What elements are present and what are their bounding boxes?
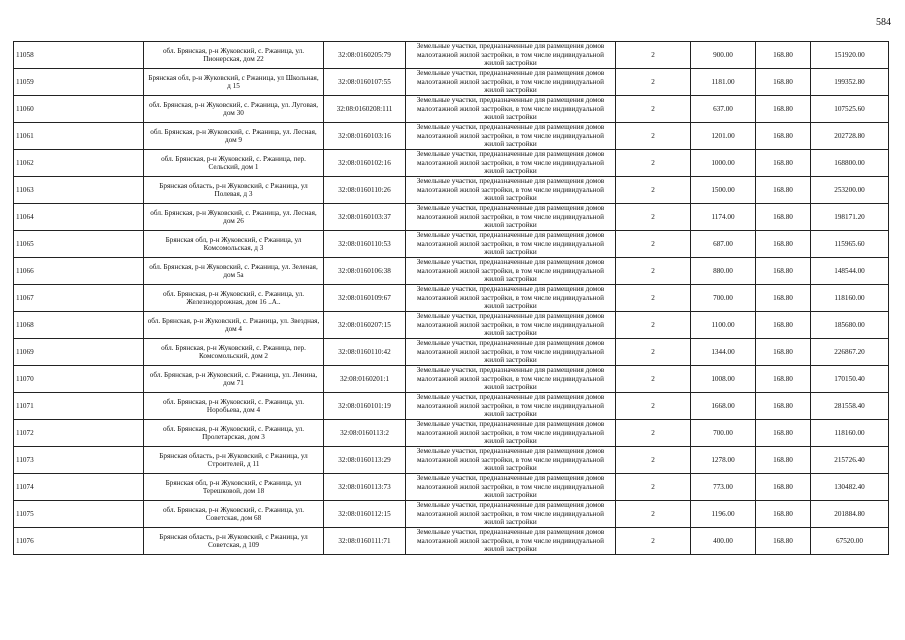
specific-value-cell: 168.80	[756, 285, 811, 312]
specific-value-cell: 168.80	[756, 69, 811, 96]
cadastral-number-cell: 32:08:0160101:19	[324, 393, 406, 420]
category-code-cell: 2	[616, 312, 691, 339]
category-code-cell: 2	[616, 447, 691, 474]
table-row	[14, 285, 889, 312]
table-body	[14, 42, 889, 555]
area-cell: 1008.00	[691, 366, 756, 393]
cadastral-value-cell: 201884.80	[811, 501, 889, 528]
table-row	[14, 447, 889, 474]
category-code-cell: 2	[616, 366, 691, 393]
row-number-cell: 11065	[14, 231, 144, 258]
land-use-cell: Земельные участки, предназначенные для размещения домов малоэтажной жилой застройки, в том числе индивидуальной жилой застройки	[406, 339, 616, 366]
address-cell: обл. Брянская, р-н Жуковский, с. Ржаница, ул. Луговая, дом 30	[144, 96, 324, 123]
cadastral-number-cell: 32:08:0160201:1	[324, 366, 406, 393]
cadastral-value-cell: 118160.00	[811, 285, 889, 312]
row-number-cell: 11075	[14, 501, 144, 528]
row-number-cell: 11058	[14, 42, 144, 69]
category-code-cell: 2	[616, 177, 691, 204]
table-row	[14, 474, 889, 501]
category-code-cell: 2	[616, 339, 691, 366]
cadastral-number-cell: 32:08:0160103:37	[324, 204, 406, 231]
row-number-cell: 11072	[14, 420, 144, 447]
address-cell: Брянская область, р-н Жуковский, с Ржаница, ул Строителей, д 11	[144, 447, 324, 474]
area-cell: 700.00	[691, 285, 756, 312]
cadastral-number-cell: 32:08:0160207:15	[324, 312, 406, 339]
row-number-cell: 11069	[14, 339, 144, 366]
category-code-cell: 2	[616, 69, 691, 96]
specific-value-cell: 168.80	[756, 177, 811, 204]
area-cell: 1344.00	[691, 339, 756, 366]
category-code-cell: 2	[616, 501, 691, 528]
specific-value-cell: 168.80	[756, 393, 811, 420]
cadastral-number-cell: 32:08:0160110:42	[324, 339, 406, 366]
land-use-cell: Земельные участки, предназначенные для размещения домов малоэтажной жилой застройки, в том числе индивидуальной жилой застройки	[406, 474, 616, 501]
category-code-cell: 2	[616, 474, 691, 501]
address-cell: Брянская обл, р-н Жуковский, с Ржаница, ул Школьная, д 15	[144, 69, 324, 96]
table-row	[14, 42, 889, 69]
cadastral-value-cell: 151920.00	[811, 42, 889, 69]
land-use-cell: Земельные участки, предназначенные для размещения домов малоэтажной жилой застройки, в том числе индивидуальной жилой застройки	[406, 258, 616, 285]
land-use-cell: Земельные участки, предназначенные для размещения домов малоэтажной жилой застройки, в том числе индивидуальной жилой застройки	[406, 69, 616, 96]
row-number-cell: 11074	[14, 474, 144, 501]
row-number-cell: 11070	[14, 366, 144, 393]
address-cell: обл. Брянская, р-н Жуковский, с. Ржаница, ул. Пролетарская, дом 3	[144, 420, 324, 447]
cadastral-number-cell: 32:08:0160107:55	[324, 69, 406, 96]
land-use-cell: Земельные участки, предназначенные для размещения домов малоэтажной жилой застройки, в том числе индивидуальной жилой застройки	[406, 96, 616, 123]
address-cell: обл. Брянская, р-н Жуковский, с. Ржаница, ул. Железнодорожная, дом 16 ..А..	[144, 285, 324, 312]
address-cell: обл. Брянская, р-н Жуковский, с. Ржаница, ул. Звездная, дом 4	[144, 312, 324, 339]
category-code-cell: 2	[616, 528, 691, 555]
specific-value-cell: 168.80	[756, 339, 811, 366]
cadastral-value-cell: 185680.00	[811, 312, 889, 339]
category-code-cell: 2	[616, 231, 691, 258]
category-code-cell: 2	[616, 285, 691, 312]
category-code-cell: 2	[616, 96, 691, 123]
cadastral-value-cell: 199352.80	[811, 69, 889, 96]
land-use-cell: Земельные участки, предназначенные для размещения домов малоэтажной жилой застройки, в том числе индивидуальной жилой застройки	[406, 393, 616, 420]
specific-value-cell: 168.80	[756, 447, 811, 474]
row-number-cell: 11073	[14, 447, 144, 474]
cadastral-value-cell: 148544.00	[811, 258, 889, 285]
cadastral-number-cell: 32:08:0160111:71	[324, 528, 406, 555]
address-cell: Брянская обл, р-н Жуковский, с Ржаница, ул Терешковой, дом 18	[144, 474, 324, 501]
area-cell: 687.00	[691, 231, 756, 258]
table-row	[14, 420, 889, 447]
row-number-cell: 11066	[14, 258, 144, 285]
specific-value-cell: 168.80	[756, 96, 811, 123]
page-number: 584	[876, 17, 891, 28]
table-row	[14, 258, 889, 285]
address-cell: обл. Брянская, р-н Жуковский, с. Ржаница, пер. Сельский, дом 1	[144, 150, 324, 177]
address-cell: Брянская обл, р-н Жуковский, с Ржаница, ул Комсомольская, д 3	[144, 231, 324, 258]
area-cell: 880.00	[691, 258, 756, 285]
category-code-cell: 2	[616, 123, 691, 150]
row-number-cell: 11071	[14, 393, 144, 420]
land-use-cell: Земельные участки, предназначенные для размещения домов малоэтажной жилой застройки, в том числе индивидуальной жилой застройки	[406, 123, 616, 150]
cadastral-number-cell: 32:08:0160208:111	[324, 96, 406, 123]
table-row	[14, 393, 889, 420]
cadastral-value-cell: 226867.20	[811, 339, 889, 366]
row-number-cell: 11068	[14, 312, 144, 339]
land-use-cell: Земельные участки, предназначенные для размещения домов малоэтажной жилой застройки, в том числе индивидуальной жилой застройки	[406, 420, 616, 447]
cadastral-value-cell: 198171.20	[811, 204, 889, 231]
land-use-cell: Земельные участки, предназначенные для размещения домов малоэтажной жилой застройки, в том числе индивидуальной жилой застройки	[406, 528, 616, 555]
area-cell: 1174.00	[691, 204, 756, 231]
specific-value-cell: 168.80	[756, 150, 811, 177]
cadastral-number-cell: 32:08:0160113:73	[324, 474, 406, 501]
area-cell: 700.00	[691, 420, 756, 447]
cadastral-value-cell: 118160.00	[811, 420, 889, 447]
table-row	[14, 339, 889, 366]
specific-value-cell: 168.80	[756, 204, 811, 231]
row-number-cell: 11060	[14, 96, 144, 123]
table-row	[14, 96, 889, 123]
address-cell: обл. Брянская, р-н Жуковский, с. Ржаница, пер. Комсомольский, дом 2	[144, 339, 324, 366]
specific-value-cell: 168.80	[756, 312, 811, 339]
address-cell: обл. Брянская, р-н Жуковский, с. Ржаница, ул. Зеленая, дом 5а	[144, 258, 324, 285]
table-row	[14, 150, 889, 177]
cadastral-number-cell: 32:08:0160103:16	[324, 123, 406, 150]
address-cell: обл. Брянская, р-н Жуковский, с. Ржаница, ул. Советская, дом 68	[144, 501, 324, 528]
category-code-cell: 2	[616, 150, 691, 177]
specific-value-cell: 168.80	[756, 474, 811, 501]
land-use-cell: Земельные участки, предназначенные для размещения домов малоэтажной жилой застройки, в том числе индивидуальной жилой застройки	[406, 231, 616, 258]
area-cell: 1000.00	[691, 150, 756, 177]
specific-value-cell: 168.80	[756, 258, 811, 285]
area-cell: 1100.00	[691, 312, 756, 339]
row-number-cell: 11076	[14, 528, 144, 555]
table-row	[14, 312, 889, 339]
land-use-cell: Земельные участки, предназначенные для размещения домов малоэтажной жилой застройки, в том числе индивидуальной жилой застройки	[406, 42, 616, 69]
table-row	[14, 204, 889, 231]
area-cell: 1668.00	[691, 393, 756, 420]
land-use-cell: Земельные участки, предназначенные для размещения домов малоэтажной жилой застройки, в том числе индивидуальной жилой застройки	[406, 204, 616, 231]
row-number-cell: 11062	[14, 150, 144, 177]
area-cell: 773.00	[691, 474, 756, 501]
cadastral-value-cell: 281558.40	[811, 393, 889, 420]
land-use-cell: Земельные участки, предназначенные для размещения домов малоэтажной жилой застройки, в том числе индивидуальной жилой застройки	[406, 285, 616, 312]
area-cell: 637.00	[691, 96, 756, 123]
land-use-cell: Земельные участки, предназначенные для размещения домов малоэтажной жилой застройки, в том числе индивидуальной жилой застройки	[406, 312, 616, 339]
area-cell: 1181.00	[691, 69, 756, 96]
land-use-cell: Земельные участки, предназначенные для размещения домов малоэтажной жилой застройки, в том числе индивидуальной жилой застройки	[406, 501, 616, 528]
specific-value-cell: 168.80	[756, 501, 811, 528]
category-code-cell: 2	[616, 420, 691, 447]
row-number-cell: 11064	[14, 204, 144, 231]
land-use-cell: Земельные участки, предназначенные для размещения домов малоэтажной жилой застройки, в том числе индивидуальной жилой застройки	[406, 447, 616, 474]
cadastral-number-cell: 32:08:0160112:15	[324, 501, 406, 528]
table-row	[14, 366, 889, 393]
category-code-cell: 2	[616, 393, 691, 420]
area-cell: 1201.00	[691, 123, 756, 150]
row-number-cell: 11063	[14, 177, 144, 204]
cadastral-number-cell: 32:08:0160205:79	[324, 42, 406, 69]
table-row	[14, 231, 889, 258]
specific-value-cell: 168.80	[756, 528, 811, 555]
specific-value-cell: 168.80	[756, 366, 811, 393]
row-number-cell: 11067	[14, 285, 144, 312]
land-use-cell: Земельные участки, предназначенные для размещения домов малоэтажной жилой застройки, в том числе индивидуальной жилой застройки	[406, 177, 616, 204]
area-cell: 1278.00	[691, 447, 756, 474]
cadastral-value-cell: 253200.00	[811, 177, 889, 204]
address-cell: обл. Брянская, р-н Жуковский, с. Ржаница, ул. Лесная, дом 26	[144, 204, 324, 231]
table-row	[14, 69, 889, 96]
cadastral-value-cell: 168800.00	[811, 150, 889, 177]
area-cell: 900.00	[691, 42, 756, 69]
cadastral-value-table	[13, 41, 889, 555]
address-cell: Брянская область, р-н Жуковский, с Ржаница, ул Полевая, д 3	[144, 177, 324, 204]
specific-value-cell: 168.80	[756, 231, 811, 258]
cadastral-number-cell: 32:08:0160109:67	[324, 285, 406, 312]
row-number-cell: 11061	[14, 123, 144, 150]
address-cell: обл. Брянская, р-н Жуковский, с. Ржаница, ул. Ленина, дом 71	[144, 366, 324, 393]
land-use-cell: Земельные участки, предназначенные для размещения домов малоэтажной жилой застройки, в том числе индивидуальной жилой застройки	[406, 150, 616, 177]
cadastral-value-cell: 115965.60	[811, 231, 889, 258]
specific-value-cell: 168.80	[756, 123, 811, 150]
cadastral-value-cell: 67520.00	[811, 528, 889, 555]
cadastral-number-cell: 32:08:0160106:38	[324, 258, 406, 285]
category-code-cell: 2	[616, 42, 691, 69]
cadastral-number-cell: 32:08:0160113:2	[324, 420, 406, 447]
table-row	[14, 177, 889, 204]
address-cell: обл. Брянская, р-н Жуковский, с. Ржаница, ул. Лесная, дом 9	[144, 123, 324, 150]
table-row	[14, 528, 889, 555]
cadastral-value-cell: 215726.40	[811, 447, 889, 474]
cadastral-number-cell: 32:08:0160102:16	[324, 150, 406, 177]
table-row	[14, 123, 889, 150]
row-number-cell: 11059	[14, 69, 144, 96]
cadastral-number-cell: 32:08:0160110:26	[324, 177, 406, 204]
cadastral-value-cell: 170150.40	[811, 366, 889, 393]
category-code-cell: 2	[616, 258, 691, 285]
address-cell: Брянская область, р-н Жуковский, с Ржаница, ул Советская, д 109	[144, 528, 324, 555]
area-cell: 1196.00	[691, 501, 756, 528]
cadastral-value-cell: 202728.80	[811, 123, 889, 150]
category-code-cell: 2	[616, 204, 691, 231]
table-row	[14, 501, 889, 528]
address-cell: обл. Брянская, р-н Жуковский, с. Ржаница, ул. Норобьева, дом 4	[144, 393, 324, 420]
area-cell: 1500.00	[691, 177, 756, 204]
specific-value-cell: 168.80	[756, 42, 811, 69]
address-cell: обл. Брянская, р-н Жуковский, с. Ржаница, ул. Пионерская, дом 22	[144, 42, 324, 69]
land-use-cell: Земельные участки, предназначенные для размещения домов малоэтажной жилой застройки, в том числе индивидуальной жилой застройки	[406, 366, 616, 393]
cadastral-value-cell: 107525.60	[811, 96, 889, 123]
cadastral-value-cell: 130482.40	[811, 474, 889, 501]
area-cell: 400.00	[691, 528, 756, 555]
cadastral-number-cell: 32:08:0160110:53	[324, 231, 406, 258]
cadastral-number-cell: 32:08:0160113:29	[324, 447, 406, 474]
specific-value-cell: 168.80	[756, 420, 811, 447]
